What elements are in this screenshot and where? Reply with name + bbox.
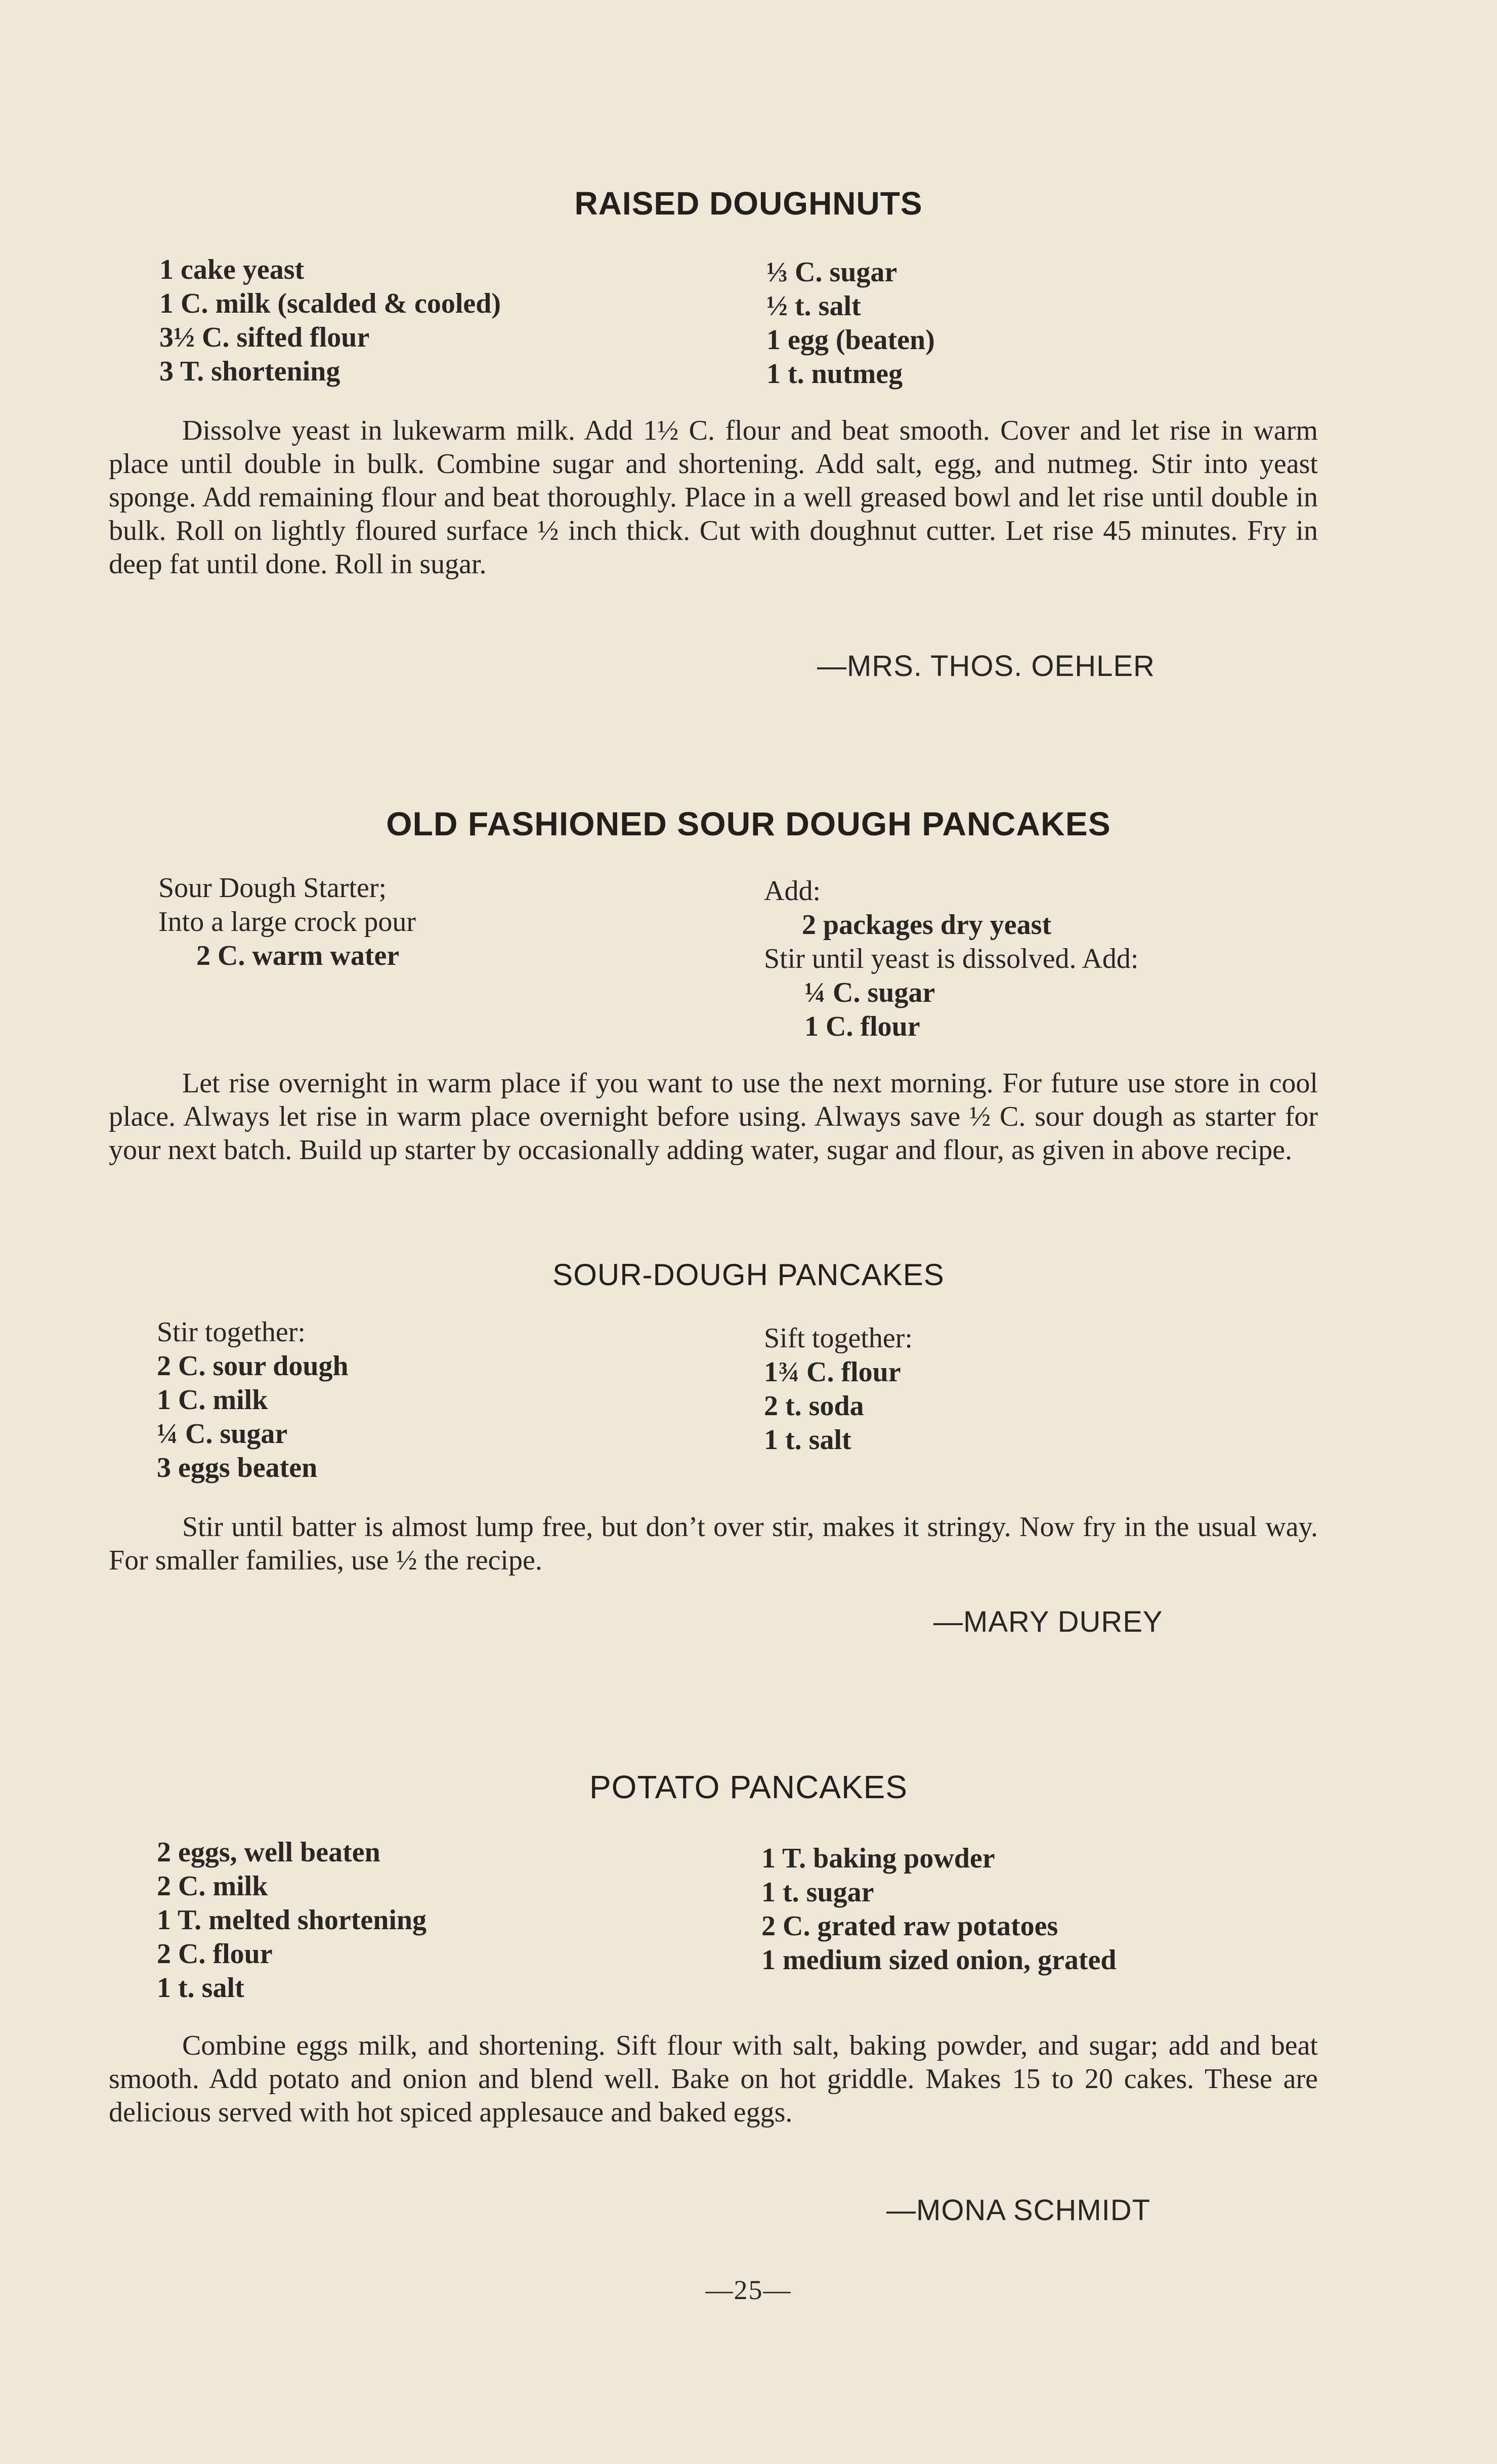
- directions-text: Stir until batter is almost lump free, but don’t over stir, makes it stringy. Now fry in the usual way. For smaller families, use ½ the recipe.: [109, 1511, 1318, 1576]
- author-sour: —MARY DUREY: [933, 1605, 1163, 1638]
- ingredients-left-sour: [157, 1315, 349, 1485]
- ingredient: Stir until yeast is dissolved. Add:: [764, 943, 1139, 974]
- ingredient: 2 packages dry yeast: [802, 909, 1052, 941]
- ingredient: Add:: [764, 875, 821, 907]
- ingredient: 1 t. salt: [157, 1972, 244, 2004]
- ingredients-right-sour: [764, 1322, 913, 1457]
- ingredient: ¼ C. sugar: [157, 1418, 288, 1450]
- ingredients-left-potato: [157, 1836, 426, 2005]
- ingredient: 1 t. nutmeg: [766, 358, 903, 390]
- ingredient: Stir together:: [157, 1316, 306, 1348]
- recipe-title-raised-doughnuts: RAISED DOUGHNUTS: [574, 185, 923, 222]
- ingredient: Sour Dough Starter;: [158, 872, 387, 904]
- ingredient: 1 C. flour: [804, 1011, 920, 1042]
- ingredient: 1 t. salt: [764, 1424, 851, 1456]
- ingredient: 1¾ C. flour: [764, 1356, 901, 1388]
- ingredient: ⅓ C. sugar: [766, 257, 897, 288]
- ingredients-right-potato: [761, 1842, 1117, 1977]
- ingredient: 2 t. soda: [764, 1390, 864, 1422]
- ingredient: 2 C. grated raw potatoes: [761, 1910, 1058, 1942]
- ingredient: 1 C. milk (scalded & cooled): [159, 288, 501, 319]
- ingredient: 1 cake yeast: [159, 254, 305, 285]
- ingredient: 1 C. milk: [157, 1384, 268, 1416]
- ingredient: 1 t. sugar: [761, 1877, 874, 1908]
- directions-text: Dissolve yeast in lukewarm milk. Add 1½ C. flour and beat smooth. Cover and let rise in warm place until double in bulk. Combine sugar and shortening. Add salt, egg, and nutmeg. Stir into yeast sponge. Add remaining flour and beat thoroughly. Place in a well greased bowl and let rise until double in bulk. Roll on lightly floured surface ½ inch thick. Cut with doughnut cutter. Let rise 45 minutes. Fry in deep fat until done. Roll in sugar.: [109, 415, 1318, 580]
- ingredient: 2 C. warm water: [196, 940, 400, 971]
- recipe-title-sour-dough: SOUR-DOUGH PANCAKES: [552, 1258, 945, 1292]
- ingredient: 2 C. milk: [157, 1871, 268, 1902]
- ingredient: 3 T. shortening: [159, 356, 340, 387]
- directions-text: Let rise overnight in warm place if you want to use the next morning. For future use store in cool place. Always let rise in warm place overnight before using. Always save ½ C. sour dough as starter for your next batch. Build up starter by occasionally adding water, sugar and flour, as given in above recipe.: [109, 1068, 1318, 1166]
- page-number: —25—: [705, 2275, 792, 2305]
- ingredient: 3½ C. sifted flour: [159, 322, 370, 353]
- ingredient: 1 T. baking powder: [761, 1843, 995, 1874]
- ingredient: 1 egg (beaten): [766, 324, 935, 356]
- author-potato: —MONA SCHMIDT: [886, 2194, 1151, 2227]
- ingredient: 1 medium sized onion, grated: [761, 1944, 1117, 1976]
- recipe-title-old-fashioned: OLD FASHIONED SOUR DOUGH PANCAKES: [386, 805, 1111, 842]
- ingredient: 2 C. sour dough: [157, 1350, 349, 1382]
- recipe-title-potato-pancakes: POTATO PANCAKES: [589, 1769, 908, 1805]
- directions-old: [109, 1067, 1318, 1167]
- ingredient: ¼ C. sugar: [804, 977, 935, 1008]
- ingredient: Sift together:: [764, 1323, 913, 1354]
- ingredients-left-old: [158, 871, 416, 973]
- ingredients-left-raised: [159, 253, 501, 389]
- ingredients-right-old: [764, 874, 1138, 1044]
- directions-potato: [109, 2029, 1318, 2129]
- ingredient: ½ t. salt: [766, 290, 861, 322]
- author-raised: —MRS. THOS. OEHLER: [817, 650, 1155, 683]
- ingredient: 2 C. flour: [157, 1938, 273, 1970]
- ingredient: 1 T. melted shortening: [157, 1904, 427, 1936]
- directions-sour: [109, 1510, 1318, 1577]
- ingredient: Into a large crock pour: [158, 906, 416, 938]
- directions-raised: [109, 414, 1318, 581]
- ingredient: 2 eggs, well beaten: [157, 1837, 380, 1868]
- ingredients-right-raised: [766, 256, 935, 391]
- directions-text: Combine eggs milk, and shortening. Sift flour with salt, baking powder, and sugar; add and beat smooth. Add potato and onion and blend well. Bake on hot griddle. Makes 15 to 20 cakes. These are delicious served with hot spiced applesauce and baked eggs.: [109, 2030, 1318, 2128]
- ingredient: 3 eggs beaten: [157, 1452, 318, 1483]
